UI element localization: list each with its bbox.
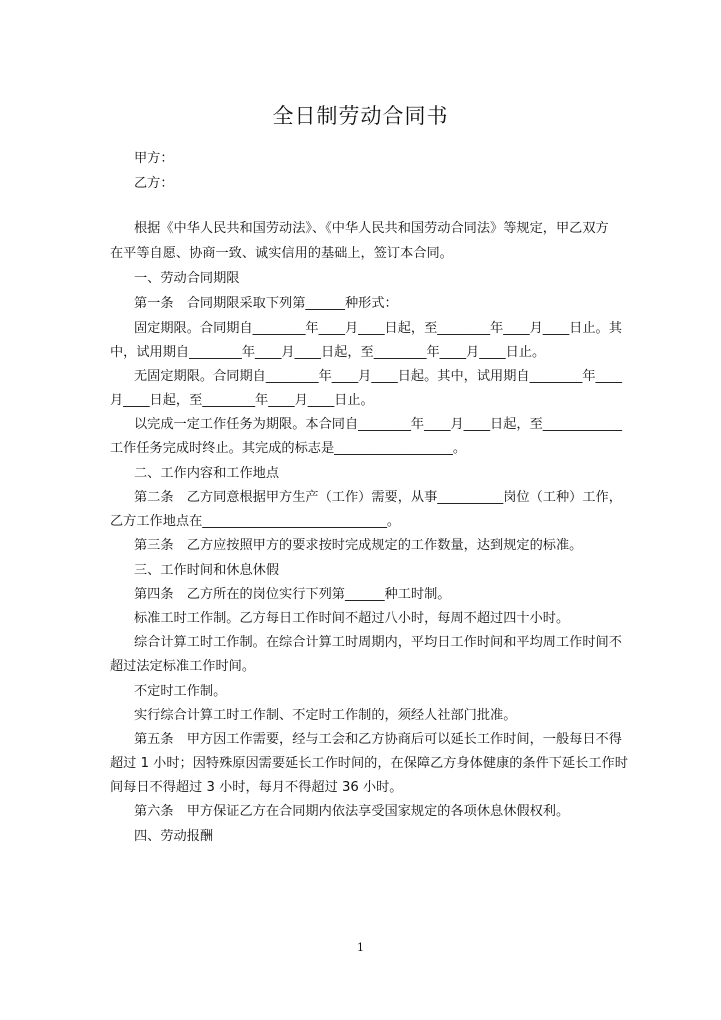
section-2-heading: 二、工作内容和工作地点 [134,466,280,481]
preamble-line-1: 根据《中华人民共和国劳动法》、《中华人民共和国劳动合同法》等规定，甲乙双方 [134,221,609,236]
flexible-hours: 不定时工作制。 [134,684,227,699]
section-1-heading: 一、劳动合同期限 [134,271,240,286]
page-number: 1 [357,941,364,954]
article-2-line-2: 乙方工作地点在____________________________。 [110,514,401,529]
party-a-label: 甲方： [134,151,174,166]
fixed-term-line-2: 中，试用期自________年____月____日起，至________年____月____日止。 [110,345,546,360]
article-5-line-1: 第五条 甲方因工作需要，经与工会和乙方协商后可以延长工作时间，一般每日不得 [134,732,622,747]
article-6: 第六条 甲方保证乙方在合同期内依法享受国家规定的各项休息休假权利。 [134,804,570,819]
party-b-label: 乙方： [134,176,174,191]
article-1: 第一条 合同期限采取下列第______种形式： [134,296,398,311]
section-4-heading: 四、劳动报酬 [134,829,214,844]
article-3: 第三条 乙方应按照甲方的要求按时完成规定的工作数量，达到规定的标准。 [134,538,583,553]
approval-note: 实行综合计算工时工作制、不定时工作制的，须经人社部门批准。 [134,708,517,723]
standard-hours: 标准工时工作制。乙方每日工作时间不超过八小时，每周不超过四十小时。 [134,611,570,626]
document-title: 全日制劳动合同书 [272,104,449,128]
task-term-line-2: 工作任务完成时终止。其完成的标志是__________________。 [110,441,467,456]
comprehensive-hours-line-2: 超过法定标准工作时间。 [110,659,256,674]
task-term-line-1: 以完成一定工作任务为期限。本合同自________年____月____日起，至____________ [134,417,622,432]
article-5-line-2: 超过 1 小时；因特殊原因需要延长工作时间的，在保障乙方身体健康的条件下延长工作时 [110,756,628,771]
article-5-line-3: 间每日不得超过 3 小时，每月不得超过 36 小时。 [110,780,403,795]
article-4: 第四条 乙方所在的岗位实行下列第______种工时制。 [134,587,451,602]
comprehensive-hours-line-1: 综合计算工时工作制。在综合计算工时周期内，平均日工作时间和平均周工作时间不 [134,635,622,650]
open-term-line-1: 无固定期限。合同期自________年____月____日起。其中，试用期自________年____ [134,369,622,384]
open-term-line-2: 月____日起，至________年____月____日止。 [110,393,374,408]
article-2-line-1: 第二条 乙方同意根据甲方生产（工作）需要，从事__________岗位（工种）工作， [134,490,622,505]
section-3-heading: 三、工作时间和休息休假 [134,563,280,578]
preamble-line-2: 在平等自愿、协商一致、诚实信用的基础上，签订本合同。 [110,246,453,261]
fixed-term-line-1: 固定期限。合同期自________年____月____日起，至________年____月____日止。其 [134,321,622,336]
